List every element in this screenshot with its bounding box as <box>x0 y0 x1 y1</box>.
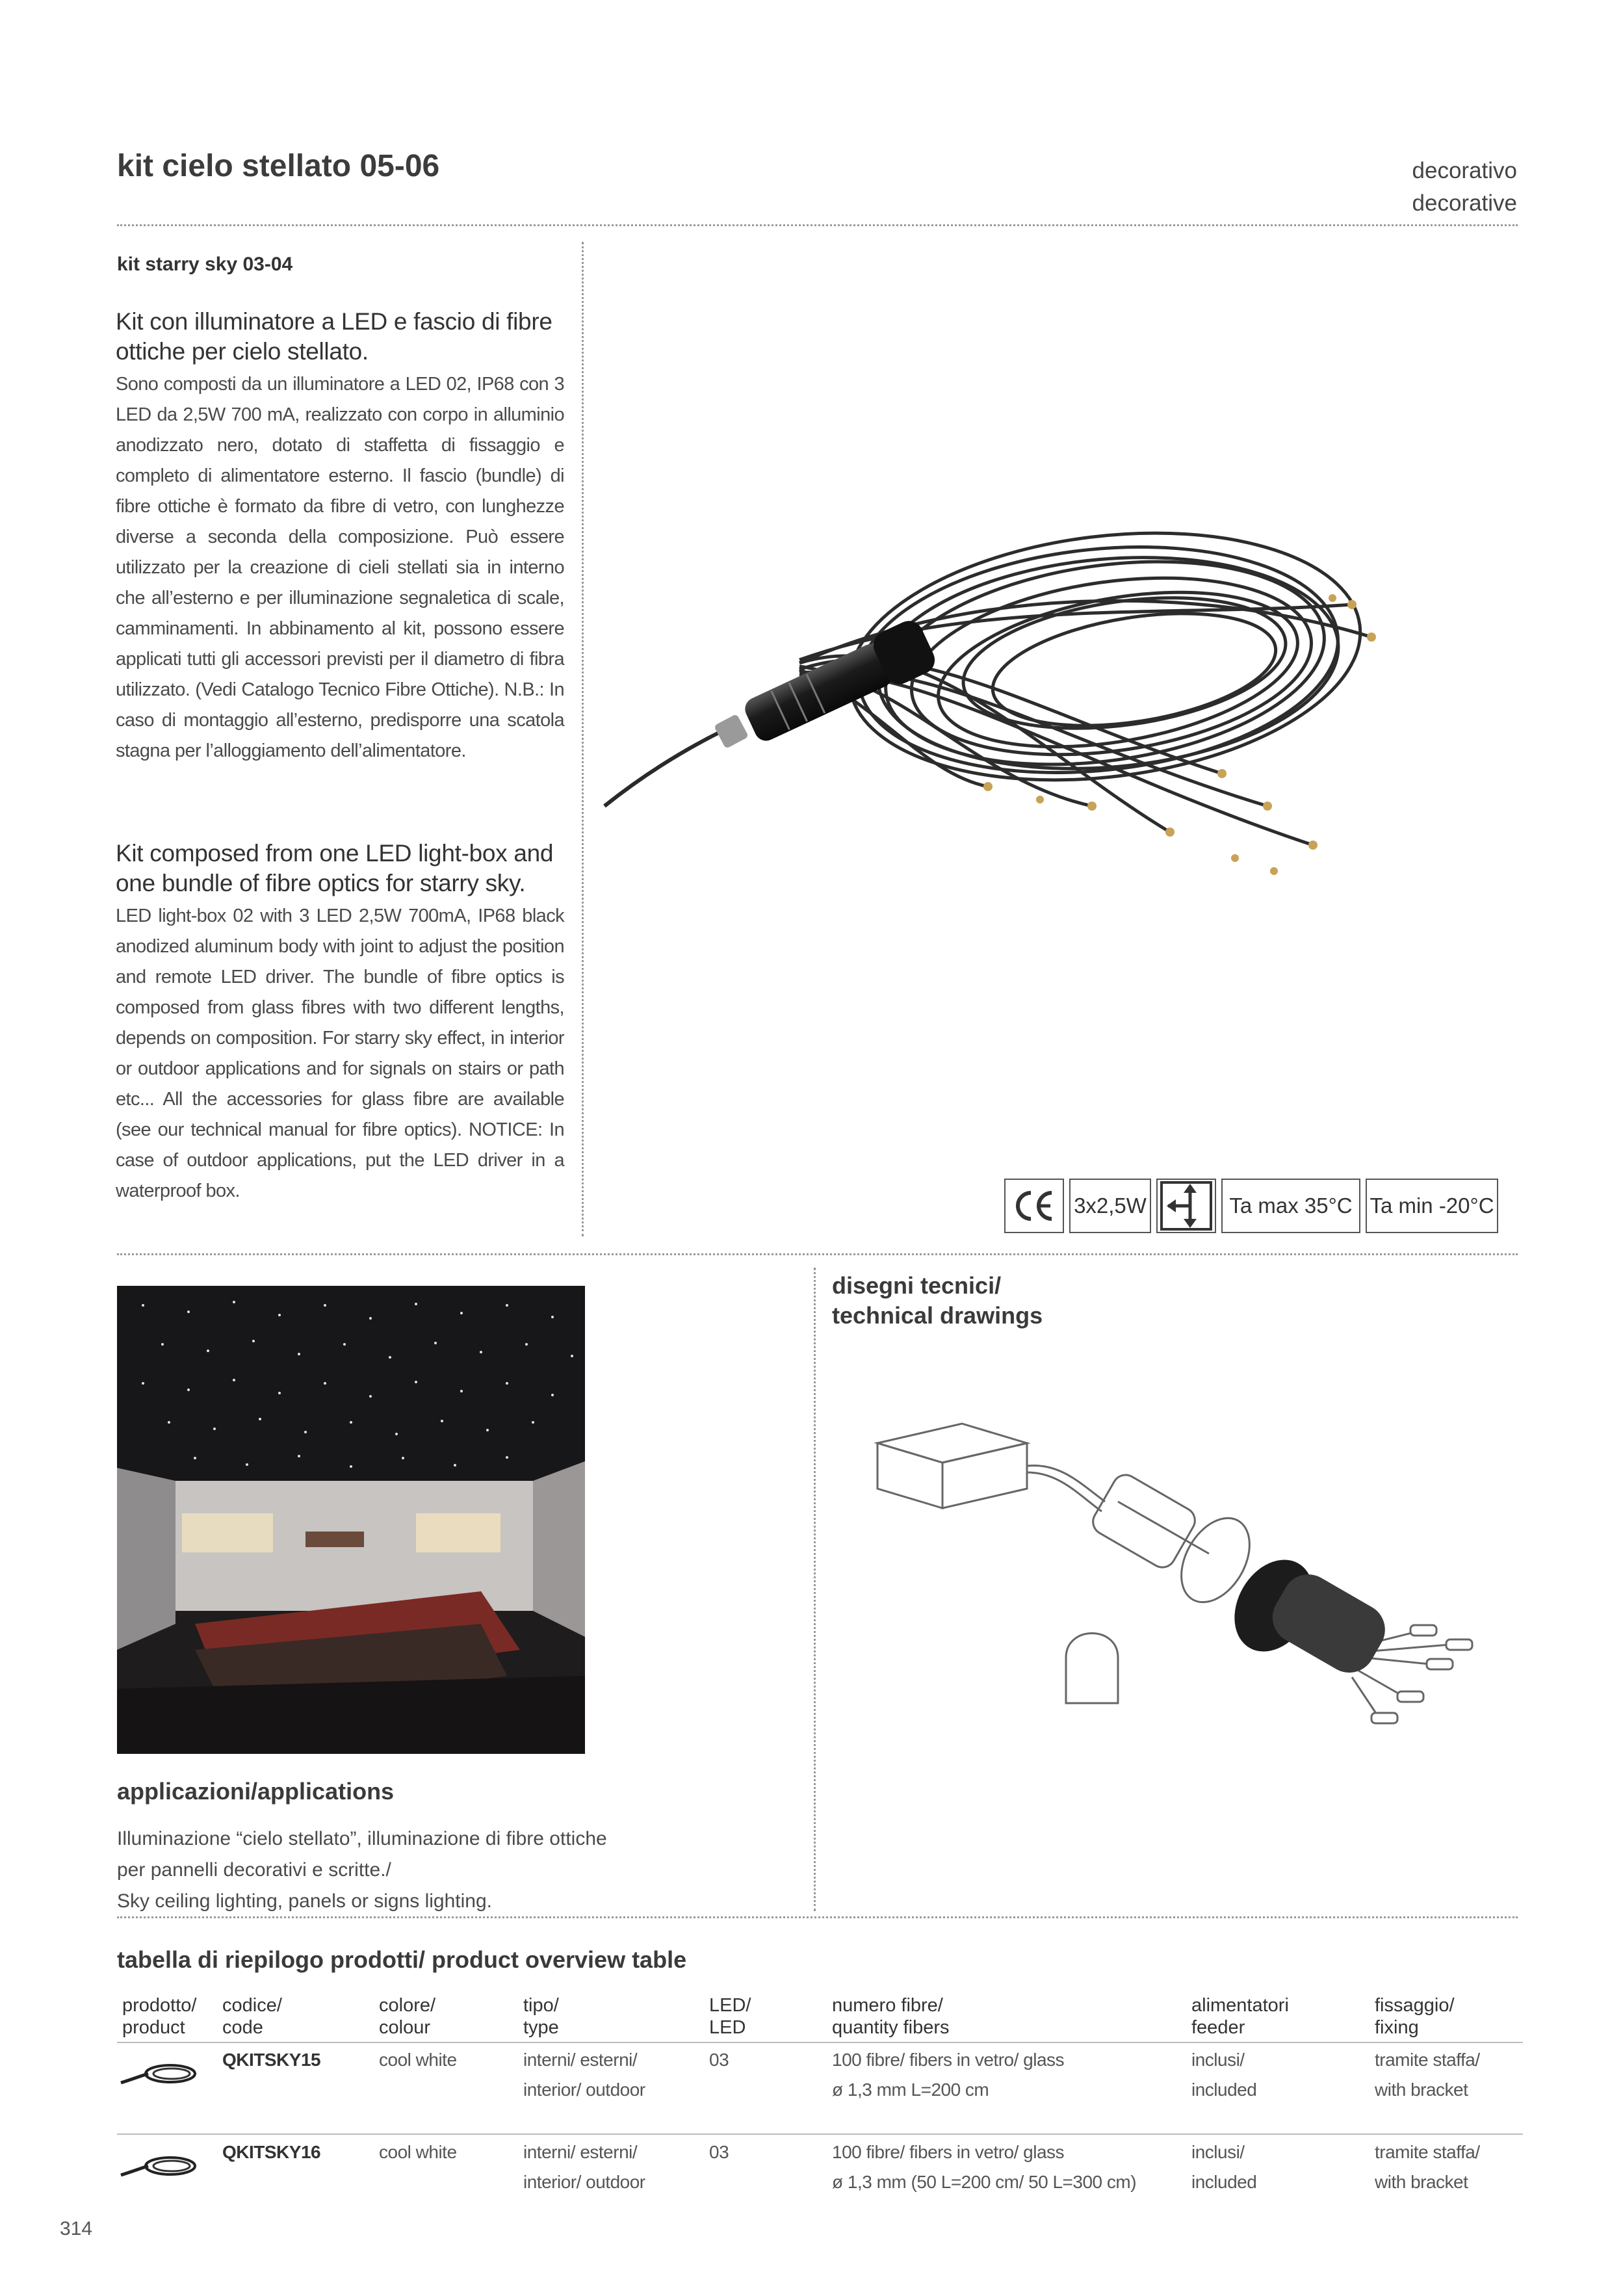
th-code: codice/ code <box>222 1995 282 2038</box>
th-fixing: fissaggio/ fixing <box>1375 1995 1455 2038</box>
description-en-lead: Kit composed from one LED light-box and one bundle of fibre optics for starry sky. <box>116 840 554 896</box>
technical-heading-line2: technical drawings <box>832 1302 1043 1329</box>
th-colour: colore/ colour <box>379 1995 436 2038</box>
description-italian <box>116 307 564 766</box>
applications-line3: Sky ceiling lighting, panels or signs lighting. <box>117 1890 492 1912</box>
technical-heading-line1: disegni tecnici/ <box>832 1272 1002 1299</box>
applications-line1: Illuminazione “cielo stellato”, illuminazione di fibre ottiche <box>117 1828 607 1849</box>
th-feeder: alimentatori feeder <box>1191 1995 1289 2038</box>
th-fibers: numero fibre/ quantity fibers <box>832 1995 950 2038</box>
category-label <box>1412 155 1517 220</box>
product-fibers: 100 fibre/ fibers in vetro/ glass ø 1,3 mm L=200 cm <box>832 2050 1065 2100</box>
product-thumbnail <box>117 2146 201 2185</box>
th-led: LED/ LED <box>709 1995 751 2038</box>
category-it: decorativo <box>1412 158 1517 183</box>
description-it-lead: Kit con illuminatore a LED e fascio di fibre ottiche per cielo stellato. <box>116 308 552 365</box>
product-fibers: 100 fibre/ fibers in vetro/ glass ø 1,3 mm (50 L=200 cm/ 50 L=300 cm) <box>832 2142 1137 2192</box>
row-rule <box>117 2133 1523 2135</box>
power-cable <box>604 731 721 806</box>
cable-connector <box>714 714 749 749</box>
ta-min-badge: Ta min -20°C <box>1366 1179 1498 1233</box>
spec-badges <box>1004 1179 1498 1236</box>
product-photo <box>585 468 1475 936</box>
product-type: interni/ esterni/ interior/ outdoor <box>523 2050 645 2100</box>
description-english <box>116 839 564 1207</box>
applications-heading: applicazioni/applications <box>117 1778 395 1805</box>
fiber-tips <box>983 594 1376 875</box>
ta-max-badge: Ta max 35°C <box>1221 1179 1360 1233</box>
table-divider <box>117 1916 1518 1918</box>
product-colour: cool white <box>379 2050 457 2070</box>
column-divider-top <box>582 242 584 1236</box>
product-feeder: inclusi/ included <box>1191 2050 1257 2100</box>
product-fixing: tramite staffa/ with bracket <box>1375 2050 1480 2100</box>
product-led: 03 <box>709 2050 729 2070</box>
ce-mark-icon <box>1004 1179 1064 1233</box>
technical-drawings-heading <box>832 1271 1043 1331</box>
product-feeder: inclusi/ included <box>1191 2142 1257 2192</box>
header-rule <box>117 2042 1523 2043</box>
product-type: interni/ esterni/ interior/ outdoor <box>523 2142 645 2192</box>
product-code: QKITSKY16 <box>222 2142 321 2162</box>
page-number: 314 <box>60 2218 93 2239</box>
subtitle: kit starry sky 03-04 <box>117 254 293 275</box>
category-en: decorative <box>1412 190 1517 216</box>
column-divider-bottom <box>814 1268 816 1911</box>
th-product: prodotto/ product <box>122 1995 197 2038</box>
product-led: 03 <box>709 2142 729 2162</box>
product-code: QKITSKY15 <box>222 2050 321 2070</box>
top-divider <box>117 224 1518 226</box>
description-en-body: LED light-box 02 with 3 LED 2,5W 700mA, IP68 black anodized aluminum body with joint to adjust the position and remote LED driver. The bundle of fibre optics is composed from glass fibres with two different lengths, depends on composition. For starry sky effect, in interior or outdoor applications and for signals on stairs or path etc... All the accessories for glass fibre are available (see our technical manual for fibre optics). NOTICE: In case of outdoor applications, put the LED driver in a waterproof box. <box>116 906 564 1201</box>
application-room-photo <box>117 1286 585 1754</box>
th-type: tipo/ type <box>523 1995 559 2038</box>
product-thumbnail <box>117 2054 201 2093</box>
page-title: kit cielo stellato 05-06 <box>117 149 440 183</box>
product-fixing: tramite staffa/ with bracket <box>1375 2142 1480 2192</box>
adjustable-mount-icon <box>1156 1179 1216 1233</box>
applications-text <box>117 1823 607 1917</box>
technical-drawing <box>845 1391 1495 1807</box>
power-badge: 3x2,5W <box>1069 1179 1151 1233</box>
middle-divider <box>117 1253 1518 1255</box>
applications-line2: per pannelli decorativi e scritte./ <box>117 1859 391 1881</box>
description-it-body: Sono composti da un illuminatore a LED 02, IP68 con 3 LED da 2,5W 700 mA, realizzato con corpo in alluminio anodizzato nero, dotato di staffetta di fissaggio e completo di alimentatore esterno. Il fascio (bundle) di fibre ottiche è formato da fibre di vetro, con lunghezze diverse a seconda della composizione. Può essere utilizzato per la creazione di cieli stellati sia in interno che all’esterno e per illuminazione segnaletica di scale, camminamenti. In abbinamento al kit, possono essere applicati tutti gli accessori previsti per il diametro di fibra utilizzato. (Vedi Catalogo Tecnico Fibre Ottiche). N.B.: In caso di montaggio all’esterno, predisporre una scatola stagna per l’alloggiamento dell’alimentatore. <box>116 374 564 761</box>
product-colour: cool white <box>379 2142 457 2162</box>
table-heading: tabella di riepilogo prodotti/ product overview table <box>117 1946 687 1973</box>
